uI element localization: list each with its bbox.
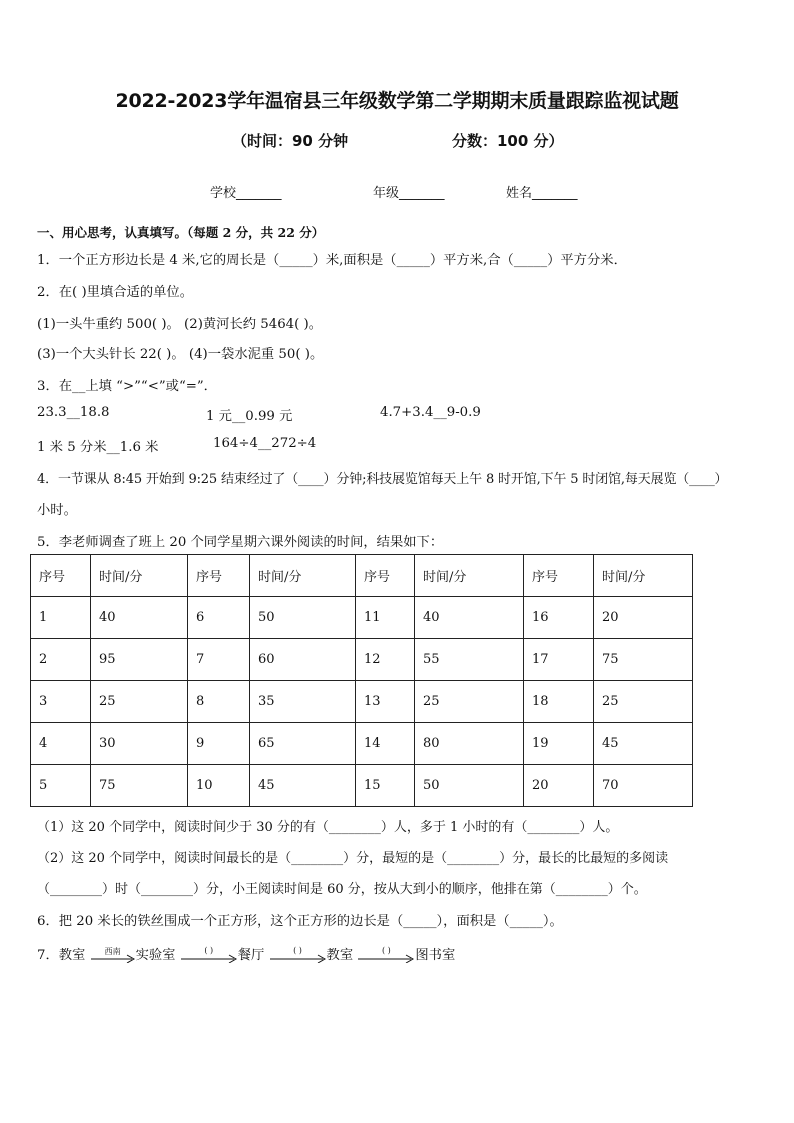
table-cell: 12 [356, 639, 415, 681]
table-cell: 95 [91, 639, 188, 681]
question-3-item: 164÷4__272÷4 [213, 436, 317, 451]
table-cell: 40 [91, 597, 188, 639]
page-title: 2022-2023学年温宿县三年级数学第二学期期末质量跟踪监视试题 [115, 90, 679, 112]
table-cell: 16 [524, 597, 594, 639]
table-cell: 80 [415, 723, 524, 765]
route-arrow [357, 945, 415, 963]
table-cell: 13 [356, 681, 415, 723]
name-field: 姓名_______ [506, 186, 578, 201]
table-header: 时间/分 [91, 555, 188, 597]
table-cell: 14 [356, 723, 415, 765]
table-row [31, 639, 693, 681]
reading-time-table [30, 554, 693, 807]
table-cell: 50 [250, 597, 356, 639]
table-cell: 40 [415, 597, 524, 639]
route-arrow [269, 945, 327, 963]
route-stop: 图书室 [415, 948, 456, 963]
question-4-continued: 小时。 [37, 503, 77, 518]
table-cell: 2 [31, 639, 91, 681]
table-cell: 17 [524, 639, 594, 681]
table-cell: 60 [250, 639, 356, 681]
exam-time: （时间：90 分钟 [232, 132, 349, 150]
school-field: 学校_______ [210, 186, 282, 201]
arrow-direction-label: 西南 [104, 946, 121, 956]
arrow-direction-label: ( ) [381, 945, 391, 955]
question-5: 5．李老师调查了班上 20 个同学星期六课外阅读的时间，结果如下： [37, 535, 444, 550]
table-header: 时间/分 [594, 555, 693, 597]
table-cell: 10 [188, 765, 250, 807]
table-cell: 18 [524, 681, 594, 723]
question-1: 1．一个正方形边长是 4 米,它的周长是（_____）米,面积是（_____）平方米,合（_____）平方分米． [37, 253, 627, 268]
table-cell: 75 [91, 765, 188, 807]
question-5-part-1: （1）这 20 个同学中，阅读时间少于 30 分的有（________）人，多于 1 小时的有（________）人。 [37, 820, 619, 835]
table-header: 序号 [524, 555, 594, 597]
route-stop: 餐厅 [237, 948, 265, 963]
table-cell: 45 [594, 723, 693, 765]
table-row [31, 597, 693, 639]
question-3-item: 23.3__18.8 [37, 405, 110, 420]
table-cell: 15 [356, 765, 415, 807]
question-5-part-2-continued: （________）时（________）分，小王阅读时间是 60 分，按从大到小的顺序，他排在第（________）个。 [37, 882, 647, 897]
table-cell: 25 [415, 681, 524, 723]
question-2-part-a: (1)一头牛重约 500( )。 (2)黄河长约 5464( )。 [37, 317, 323, 332]
grade-field: 年级_______ [373, 186, 445, 201]
arrow-direction-label: ( ) [293, 945, 302, 955]
route-arrow [180, 945, 238, 963]
table-cell: 35 [250, 681, 356, 723]
question-7-number: 7． [37, 948, 59, 963]
table-header: 序号 [356, 555, 415, 597]
table-cell: 6 [188, 597, 250, 639]
table-cell: 25 [594, 681, 693, 723]
table-header: 时间/分 [415, 555, 524, 597]
table-cell: 50 [415, 765, 524, 807]
table-cell: 20 [524, 765, 594, 807]
route-arrow [90, 946, 136, 963]
exam-score: 分数：100 分） [452, 132, 564, 150]
question-4: 4．一节课从 8:45 开始到 9:25 结束经过了（____）分钟;科技展览馆每天上午 8 时开馆,下午 5 时闭馆,每天展览（____） [37, 472, 728, 487]
table-header: 序号 [188, 555, 250, 597]
section-heading: 一、用心思考，认真填写。（每题 2 分，共 22 分） [37, 225, 325, 240]
table-cell: 19 [524, 723, 594, 765]
table-header-row [31, 555, 693, 597]
table-cell: 8 [188, 681, 250, 723]
table-cell: 30 [91, 723, 188, 765]
table-cell: 7 [188, 639, 250, 681]
route-stop: 实验室 [135, 948, 176, 963]
question-5-part-2: （2）这 20 个同学中，阅读时间最长的是（________）分，最短的是（________）分，最长的比最短的多阅读 [37, 851, 669, 866]
table-cell: 1 [31, 597, 91, 639]
table-cell: 75 [594, 639, 693, 681]
table-header: 序号 [31, 555, 91, 597]
route-stop: 教室 [326, 948, 354, 963]
table-row [31, 723, 693, 765]
question-3-item: 1 元__0.99 元 [206, 409, 293, 424]
question-3: 3．在__上填 “>”“<”或“=”． [37, 379, 217, 394]
table-cell: 5 [31, 765, 91, 807]
question-2: 2．在( )里填合适的单位。 [37, 285, 194, 300]
table-cell: 9 [188, 723, 250, 765]
question-7 [37, 944, 455, 963]
table-cell: 65 [250, 723, 356, 765]
table-row [31, 765, 693, 807]
table-cell: 20 [594, 597, 693, 639]
table-cell: 11 [356, 597, 415, 639]
question-3-item: 4.7+3.4__9-0.9 [380, 405, 481, 420]
table-cell: 70 [594, 765, 693, 807]
table-cell: 45 [250, 765, 356, 807]
table-header: 时间/分 [250, 555, 356, 597]
table-cell: 25 [91, 681, 188, 723]
table-cell: 55 [415, 639, 524, 681]
question-6: 6．把 20 米长的铁丝围成一个正方形，这个正方形的边长是（_____），面积是（_____）。 [37, 914, 563, 929]
table-cell: 3 [31, 681, 91, 723]
question-3-item: 1 米 5 分米__1.6 米 [37, 440, 159, 455]
table-cell: 4 [31, 723, 91, 765]
arrow-direction-label: ( ) [204, 945, 214, 955]
table-row [31, 681, 693, 723]
question-2-part-b: (3)一个大头针长 22( )。 (4)一袋水泥重 50( )。 [37, 347, 324, 362]
route-stop: 教室 [58, 948, 86, 963]
